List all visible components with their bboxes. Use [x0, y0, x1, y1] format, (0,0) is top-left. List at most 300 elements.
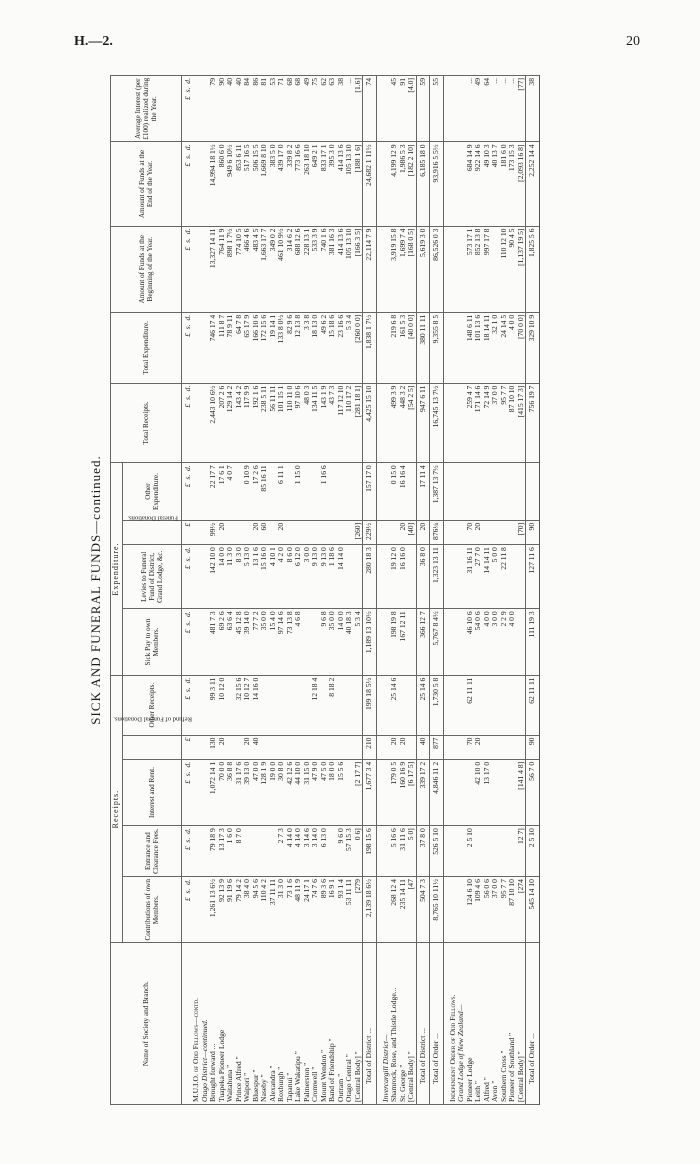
table-cell: 111 19 3 — [526, 609, 540, 675]
table-cell: 133 8 0½ — [277, 312, 286, 383]
table-cell — [449, 226, 458, 312]
table-cell: 5 3 4 — [354, 609, 363, 675]
section-row — [192, 76, 201, 1105]
table-cell — [337, 735, 346, 759]
table-cell: 14 14 0 — [337, 545, 346, 609]
table-cell: 36 8 8 — [226, 759, 235, 825]
table-cell — [483, 826, 492, 877]
table-cell: 79 — [209, 76, 218, 142]
table-cell — [449, 142, 458, 226]
table-cell: [70] — [517, 520, 526, 544]
unit-cell: £ s. d. — [181, 545, 192, 609]
unit-cell: £ s. d. — [181, 609, 192, 675]
row-label: Cromwell " — [311, 943, 320, 1105]
table-cell: 64 — [483, 76, 492, 142]
table-cell: 499 3 9 — [390, 383, 399, 463]
table-cell: 2 7 3 — [277, 826, 286, 877]
table-cell: 73 1 6 — [286, 877, 295, 943]
table-cell: 4 0 0 — [483, 609, 492, 675]
table-cell: 997 17 8 — [483, 226, 492, 312]
col-header-interest-rent: Interest and Rent. — [122, 759, 181, 825]
row-label: Roxburgh " — [277, 943, 286, 1105]
table-cell: 44 10 0 — [294, 759, 303, 825]
table-cell: 93 1 4 — [337, 877, 346, 943]
table-cell — [354, 463, 363, 521]
table-cell: 16 16 0 — [399, 545, 408, 609]
table-cell — [192, 877, 201, 943]
table-cell — [449, 383, 458, 463]
table-cell: 15 16 0 — [260, 545, 269, 609]
row-label: [Central Body] " — [517, 943, 526, 1105]
table-cell: 38 4 0 — [243, 877, 252, 943]
table-cell: 5 3 4 — [345, 312, 354, 383]
table-cell: 46 10 6 — [466, 609, 475, 675]
table-cell: 14 14 11 — [483, 545, 492, 609]
table-cell: 97 14 6 — [277, 609, 286, 675]
table-cell: 124 6 10 — [466, 877, 475, 943]
table-cell: 1,323 13 11 — [430, 545, 444, 609]
table-cell: [188 1 6] — [354, 142, 363, 226]
row-label: Prince Alfred " — [235, 943, 244, 1105]
unit-cell: £ s. d. — [181, 312, 192, 383]
table-cell: 19 14 1 — [269, 312, 278, 383]
table-cell — [294, 675, 303, 735]
table-cell: [281 18 1] — [354, 383, 363, 463]
table-cell: 853 6 11 — [235, 142, 244, 226]
row-label: Naseby " — [260, 943, 269, 1105]
table-cell — [491, 826, 500, 877]
table-cell: 37 11 11 — [269, 877, 278, 943]
table-cell: 259 4 7 — [466, 383, 475, 463]
table-cell: 166 10 6 — [252, 312, 261, 383]
table-cell — [500, 520, 509, 544]
table-cell: 9,355 8 5 — [430, 312, 444, 383]
table-cell — [449, 609, 458, 675]
table-cell: 89 3 6 — [320, 877, 329, 943]
table-cell — [457, 76, 466, 142]
table-cell: 1,677 3 4 — [363, 759, 377, 825]
table-cell: 19 0 0 — [269, 759, 278, 825]
table-cell: 110 12 10 — [500, 226, 509, 312]
table-cell: 2 5 10 — [466, 826, 475, 877]
table-cell: 14,994 18 1½ — [209, 142, 218, 226]
table-cell: 17 6 1 — [218, 463, 227, 521]
table-cell: 20 — [474, 520, 483, 544]
table-cell: 280 18 3 — [363, 545, 377, 609]
table-cell: 740 1 6 — [320, 226, 329, 312]
table-cell: 31 16 11 — [466, 545, 475, 609]
unit-cell: £ s. d. — [181, 383, 192, 463]
table-cell: 504 7 3 — [416, 877, 430, 943]
table-cell — [354, 735, 363, 759]
table-cell: 90 — [526, 520, 540, 544]
table-cell: 70 — [466, 735, 475, 759]
table-cell: 366 12 7 — [416, 609, 430, 675]
table-cell: 99 3 11 — [209, 675, 218, 735]
table-cell: 63 6 4 — [226, 609, 235, 675]
row-label: Total of District ... — [416, 943, 430, 1105]
table-cell: 95 7 7 — [500, 383, 509, 463]
table-cell — [407, 545, 416, 609]
table-cell: 101 13 6 — [474, 312, 483, 383]
col-header-funds-beginning: Amount of Funds at the Beginning of the Year. — [111, 226, 182, 312]
table-cell: 1,261 13 6½ — [209, 877, 218, 943]
table-cell: 56 0 6 — [483, 877, 492, 943]
table-cell — [449, 545, 458, 609]
table-title: SICK AND FUNERAL FUNDS—continued. — [88, 455, 103, 725]
table-cell: 219 6 8 — [390, 312, 399, 383]
row-label: Tuapeka Pioneer Lodge — [218, 943, 227, 1105]
unit-cell: £ s. d. — [181, 877, 192, 943]
table-cell: 9 13 0 — [311, 545, 320, 609]
table-cell: 533 3 9 — [311, 226, 320, 312]
table-cell — [399, 675, 408, 735]
table-cell: 86,526 0 3 — [430, 226, 444, 312]
table-cell: 235 14 11 — [399, 877, 408, 943]
table-cell: 55 — [430, 76, 444, 142]
table-cell: 8 7 0 — [235, 826, 244, 877]
table-cell: 12 18 4 — [311, 675, 320, 735]
table-cell: 1,663 17 7 — [260, 226, 269, 312]
table-cell: 129 14 2 — [226, 383, 235, 463]
table-cell: 38 — [526, 76, 540, 142]
table-cell: 2,443 10 6½ — [209, 383, 218, 463]
table-cell: 37 8 0 — [416, 826, 430, 877]
table-cell: 439 17 0 — [277, 142, 286, 226]
table-cell: [47 — [407, 877, 416, 943]
table-cell — [474, 826, 483, 877]
table-cell — [517, 545, 526, 609]
table-cell — [192, 312, 201, 383]
table-cell: 84 — [243, 76, 252, 142]
table-cell: 25 14 6 — [416, 675, 430, 735]
table-cell: 649 2 1 — [311, 142, 320, 226]
table-cell: [279 — [354, 877, 363, 943]
table-cell: 6 12 0 — [294, 545, 303, 609]
table-cell: 268 12 4 — [390, 877, 399, 943]
page-header-left: H.—2. — [74, 34, 113, 49]
table-cell — [526, 463, 540, 521]
row-label: Alfred " — [483, 943, 492, 1105]
table-cell: 1,986 5 3 — [399, 142, 408, 226]
table-cell: [40] — [407, 520, 416, 544]
unit-cell: £ s. d. — [181, 76, 192, 142]
table-cell: 5 16 6 — [390, 826, 399, 877]
table-cell: 22 17 7 — [209, 463, 218, 521]
table-cell: 4 0 0 — [508, 312, 517, 383]
unit-cell: £ — [181, 735, 192, 759]
table-cell — [303, 735, 312, 759]
table-cell: 17 11 4 — [416, 463, 430, 521]
table-cell — [500, 826, 509, 877]
table-cell — [345, 675, 354, 735]
table-cell — [457, 759, 466, 825]
table-cell: 1 16 6 — [320, 463, 329, 521]
table-cell: 95 7 7 — [500, 877, 509, 943]
table-cell — [517, 463, 526, 521]
table-cell: 81 — [260, 76, 269, 142]
table-cell: 922 14 6 — [474, 142, 483, 226]
table-cell — [508, 545, 517, 609]
table-cell: 24 14 5 — [500, 312, 509, 383]
table-cell: 31 11 6 — [399, 826, 408, 877]
table-cell: 461 10 9½ — [277, 226, 286, 312]
table-cell: 238 5 11 — [260, 383, 269, 463]
table-cell — [311, 735, 320, 759]
table-cell: 35 0 0 — [328, 609, 337, 675]
table-cell: 13,327 14 11 — [209, 226, 218, 312]
table-cell: 3 3 8 — [303, 312, 312, 383]
table-cell — [491, 675, 500, 735]
table-cell: 105 13 10 — [345, 142, 354, 226]
sick-funeral-funds-table — [110, 75, 540, 1105]
table-cell: 228 13 1 — [303, 226, 312, 312]
table-cell: 172 15 6 — [260, 312, 269, 383]
table-cell: 10 12 7 — [243, 675, 252, 735]
table-cell: 5 0] — [407, 826, 416, 877]
table-cell: [260 0 0] — [354, 312, 363, 383]
row-label: Independent Order of Odd Fellows. — [449, 943, 458, 1105]
table-cell: 14 0 0 — [337, 609, 346, 675]
row-label: Waitahuna " — [226, 943, 235, 1105]
table-cell — [483, 463, 492, 521]
table-cell — [449, 877, 458, 943]
table-cell: [6 17 5] — [407, 759, 416, 825]
row-label: Pioneer Lodge — [466, 943, 475, 1105]
table-cell: 39 13 0 — [243, 759, 252, 825]
table-cell: [54 2 5] — [407, 383, 416, 463]
table-cell: ... — [466, 76, 475, 142]
table-cell — [449, 759, 458, 825]
table-cell — [192, 545, 201, 609]
table-cell: 40 18 3 — [345, 609, 354, 675]
table-cell: 1 15 0 — [294, 463, 303, 521]
row-label: Otago District—continued. — [201, 943, 210, 1105]
table-cell — [337, 463, 346, 521]
table-cell — [382, 520, 391, 544]
table-cell: 764 11 9 — [218, 226, 227, 312]
table-cell: 25 14 6 — [390, 675, 399, 735]
table-cell: 90 — [526, 735, 540, 759]
table-cell: 171 14 6 — [474, 383, 483, 463]
table-cell — [294, 520, 303, 544]
table-cell — [491, 463, 500, 521]
table-cell — [354, 675, 363, 735]
table-cell: 4 0 7 — [226, 463, 235, 521]
table-cell: [260] — [354, 520, 363, 544]
table-cell: 383 5 0 — [269, 142, 278, 226]
table-cell: 60 — [260, 520, 269, 544]
table-cell: 69 2 6 — [218, 609, 227, 675]
table-cell: 20 — [399, 735, 408, 759]
table-cell: 229½ — [363, 520, 377, 544]
row-label: Invercargill District— — [382, 943, 391, 1105]
col-header-contributions: Contributions of own Members. — [122, 877, 181, 943]
table-cell: 414 13 6 — [337, 226, 346, 312]
table-cell: 91 19 6 — [226, 877, 235, 943]
row-label: Southern Cross " — [500, 943, 509, 1105]
table-cell: [415 17 3] — [517, 383, 526, 463]
table-cell: 38 — [337, 76, 346, 142]
table-cell: 1,730 5 8 — [430, 675, 444, 735]
table-cell: 4,846 11 2 — [430, 759, 444, 825]
table-cell: 109 4 6 — [474, 877, 483, 943]
table-cell: 381 16 3 — [328, 226, 337, 312]
table-cell: 87 10 10 — [508, 877, 517, 943]
table-cell: 192 1 6 — [252, 383, 261, 463]
table-cell: 8 3 0 — [235, 545, 244, 609]
table-cell — [474, 463, 483, 521]
table-cell — [277, 675, 286, 735]
table-cell: 86 — [252, 76, 261, 142]
table-cell: 16 9 1 — [328, 877, 337, 943]
table-cell: 111 8 7 — [218, 312, 227, 383]
table-cell: 17 2 6 — [252, 463, 261, 521]
table-cell: 20 — [243, 735, 252, 759]
table-cell: 37 0 0 — [491, 383, 500, 463]
table-cell: 2,139 18 6½ — [363, 877, 377, 943]
total-row — [416, 76, 430, 1105]
table-cell: 65 17 9 — [243, 312, 252, 383]
table-cell: 20 — [277, 520, 286, 544]
table-cell: 47 5 0 — [320, 759, 329, 825]
col-header-other-receipts: Other Receipts. — [122, 675, 181, 735]
table-cell: 12 7] — [517, 826, 526, 877]
col-header-total-receipts: Total Receipts. — [111, 383, 182, 463]
table-cell: 90 — [218, 76, 227, 142]
table-cell: 688 12 6 — [294, 226, 303, 312]
unit-cell: £ s. d. — [181, 759, 192, 825]
table-cell: 49 — [474, 76, 483, 142]
table-cell: 20 — [474, 735, 483, 759]
table-cell: 20 — [399, 520, 408, 544]
col-header-funeral-donations — [122, 514, 181, 544]
table-cell — [483, 735, 492, 759]
table-cell: 1,072 14 1 — [209, 759, 218, 825]
table-cell: 4,199 12 9 — [390, 142, 399, 226]
table-cell: [2 17 7] — [354, 759, 363, 825]
table-cell: ... — [500, 76, 509, 142]
table-cell — [449, 76, 458, 142]
table-cell — [294, 735, 303, 759]
table-cell: 31 15 0 — [303, 759, 312, 825]
unit-cell: £ s. d. — [181, 463, 192, 521]
table-cell: 110 11 0 — [286, 383, 295, 463]
table-cell: 20 — [252, 520, 261, 544]
row-label: [Central Body] " — [354, 943, 363, 1105]
table-cell — [328, 735, 337, 759]
table-cell: 15 18 6 — [328, 312, 337, 383]
table-cell: [1,137 19 5] — [517, 226, 526, 312]
row-label: M.U.I.O. of Odd Fellows—contd. — [192, 943, 201, 1105]
table-cell: 39 14 0 — [243, 609, 252, 675]
table-cell — [286, 735, 295, 759]
table-cell: 128 1 9 — [260, 759, 269, 825]
row-label: Mount Wendon " — [320, 943, 329, 1105]
table-cell: 59 — [416, 76, 430, 142]
unit-cell: £ — [181, 520, 192, 544]
table-cell — [286, 520, 295, 544]
table-cell: 4 0 0 — [508, 609, 517, 675]
row-label: Tapanui " — [286, 943, 295, 1105]
table-cell — [491, 735, 500, 759]
table-cell: 3 14 0 — [311, 826, 320, 877]
table-cell: 198 15 6 — [363, 826, 377, 877]
table-cell — [328, 463, 337, 521]
table-cell: 22 11 8 — [500, 545, 509, 609]
row-label: Lake Wakatipu " — [294, 943, 303, 1105]
table-cell: 73 13 8 — [286, 609, 295, 675]
col-header-refund-funeral-text: Refund of Funeral Donations. — [113, 715, 192, 723]
table-cell: 167 12 11 — [399, 609, 408, 675]
row-label: Brought forward ... — [209, 943, 218, 1105]
table-cell — [508, 675, 517, 735]
table-cell: 481 7 3 — [209, 609, 218, 675]
table-cell: 22,114 7 9 — [363, 226, 377, 312]
row-label: Waipori " — [243, 943, 252, 1105]
row-label: Avon " — [491, 943, 500, 1105]
table-cell — [192, 759, 201, 825]
table-cell — [192, 675, 201, 735]
table-cell: 13 17 0 — [483, 759, 492, 825]
table-cell: 339 8 2 — [286, 142, 295, 226]
table-cell: 573 17 1 — [466, 226, 475, 312]
table-cell: 5 0 0 — [491, 545, 500, 609]
table-cell: 79 18 9 — [209, 826, 218, 877]
row-label: Shamrock, Rose, and Thistle Lodge... — [390, 943, 399, 1105]
table-cell: 4 14 0 — [294, 826, 303, 877]
table-cell: 18 14 11 — [483, 312, 492, 383]
units-row — [181, 76, 192, 1105]
table-cell: 349 0 2 — [269, 226, 278, 312]
table-cell — [192, 76, 201, 142]
table-cell — [269, 735, 278, 759]
table-cell: 35 0 0 — [260, 609, 269, 675]
table-cell: 75 — [311, 76, 320, 142]
table-cell: 110 17 2 — [345, 383, 354, 463]
table-cell: 70 0 0 — [218, 759, 227, 825]
rotated-table-page — [88, 75, 600, 1105]
table-cell: 157 17 0 — [363, 463, 377, 521]
table-cell: 6 13 0 — [320, 826, 329, 877]
col-header-refund-funeral — [113, 715, 192, 759]
table-cell — [407, 609, 416, 675]
table-cell: 62 11 11 — [526, 675, 540, 735]
table-cell: 14 0 0 — [218, 545, 227, 609]
col-header-name: Name of Society and Branch. — [111, 943, 182, 1105]
table-cell: 2,252 14 4 — [526, 142, 540, 226]
table-cell: 20 — [416, 520, 430, 544]
table-cell: 45 12 8 — [235, 609, 244, 675]
table-cell: 20 — [218, 520, 227, 544]
table-cell — [226, 520, 235, 544]
table-cell: 87 10 10 — [508, 383, 517, 463]
table-cell: [40 0 0] — [407, 312, 416, 383]
table-cell: 117 12 10 — [337, 383, 346, 463]
table-cell — [449, 312, 458, 383]
table-cell — [252, 826, 261, 877]
table-cell: 947 6 11 — [416, 383, 430, 463]
table-cell: 18 0 0 — [328, 759, 337, 825]
table-cell — [192, 520, 201, 544]
table-cell: 3 0 0 — [303, 545, 312, 609]
table-cell: 24,682 1 11½ — [363, 142, 377, 226]
table-cell: 90 4 5 — [508, 226, 517, 312]
table-cell: [4.0] — [407, 76, 416, 142]
row-label: Leith " — [474, 943, 483, 1105]
table-cell: 329 10 9 — [526, 312, 540, 383]
table-cell — [345, 735, 354, 759]
